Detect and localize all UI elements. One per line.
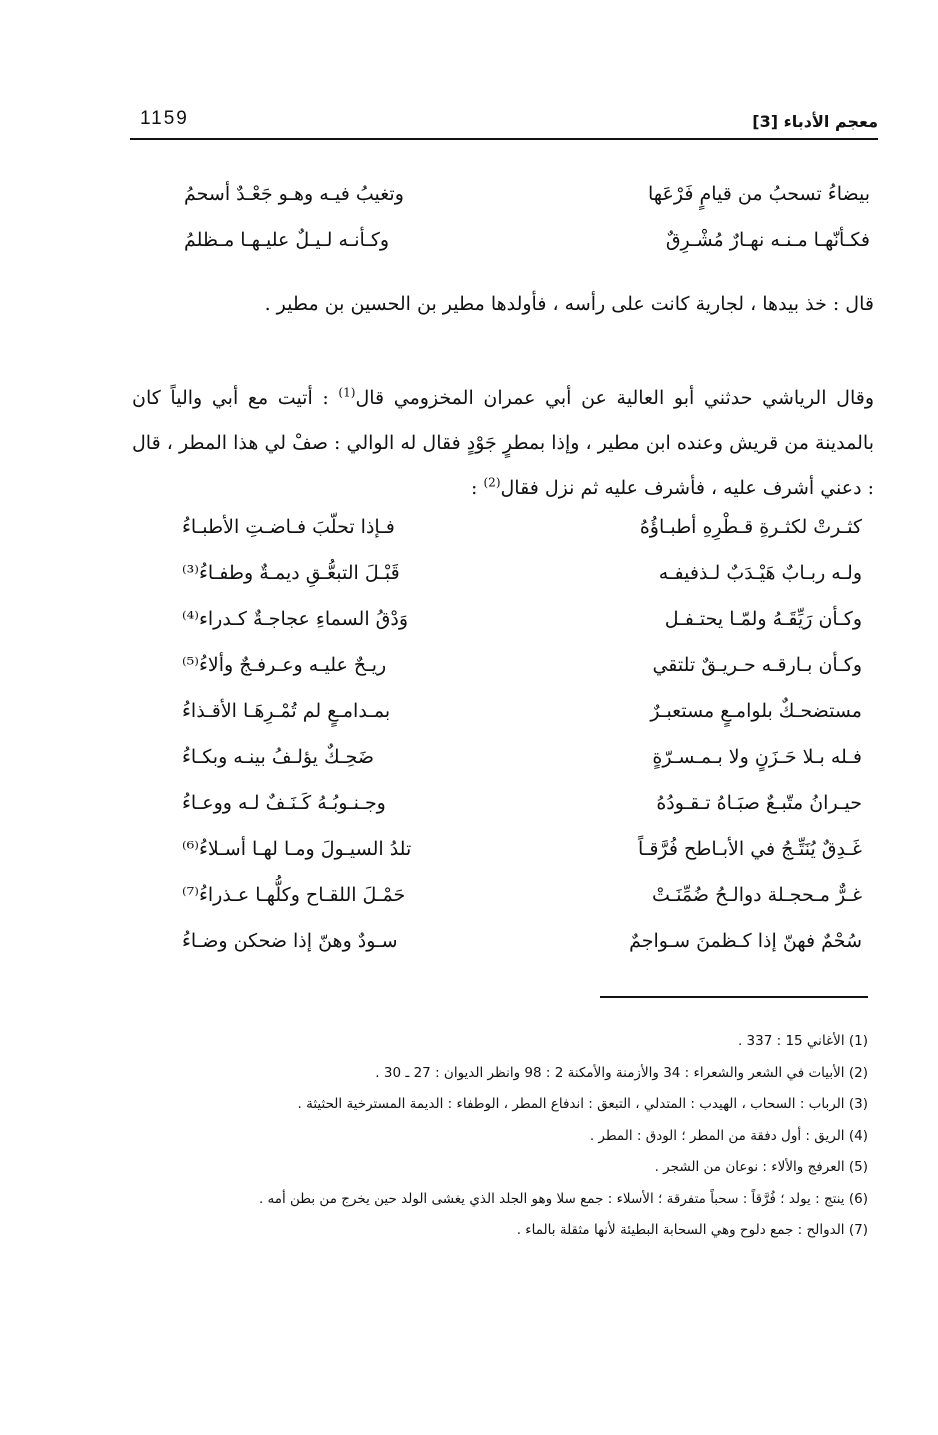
- footnote: (4) الريق : أول دفقة من المطر ؛ الودق : المطر .: [589, 1127, 868, 1144]
- footnote-ref: (1): [338, 385, 356, 400]
- verse-first-hemistich: سُحْمٌ فهنّ إذا كـظمنَ سـواجمٌ: [629, 930, 862, 952]
- poem-verse: [182, 700, 862, 744]
- page-header: [130, 106, 878, 140]
- verse-second-hemistich: وَدْقُ السماءِ عجاجـةٌ كـدراء⁽⁴⁾: [182, 608, 409, 630]
- verse-second-hemistich: ريـحٌ عليـه وعـرفـجٌ وألاءُ⁽⁵⁾: [182, 654, 387, 676]
- poem-verse: [182, 654, 862, 698]
- footnote: (6) ينتج : يولد ؛ فُرَّقاً : سحباً متفرقة ؛ الأسلاء : جمع سلا وهو الجلد الذي يغشى الولد حين يخرج من بطن أمه .: [258, 1190, 868, 1207]
- poem-verse: [182, 838, 862, 882]
- verse-first-hemistich: وكـأن رَيِّقَـهُ ولمّـا يحتـفـل: [664, 608, 862, 630]
- poem-verse: [182, 608, 862, 652]
- footnotes: [128, 1026, 868, 1247]
- verse-first-hemistich: حيـرانُ متّبـعٌ صبَـاهُ تـقـودُهُ: [656, 792, 862, 814]
- verse-second-hemistich: حَمْـلَ اللقـاح وكلُّهـا عـذراءُ⁽⁷⁾: [182, 884, 406, 906]
- verse-second-hemistich: وجـنـوبُـهُ كَـنَـفٌ لـه ووعـاءُ: [182, 792, 386, 814]
- verse-second-hemistich: ضَحِـكٌ يؤلـفُ بينـه وبكـاءُ: [182, 746, 374, 768]
- paragraph-text: : أتيت مع أبي والياً كان بالمدينة من قريش وعنده ابن مطير ، وإذا بمطرٍ جَوْدٍ فقال له الوالي : صفْ لي هذا المطر ، قال : دعني أشرف عليه ، فأشرف عليه ثم نزل فقال: [132, 387, 874, 499]
- verse-second-hemistich: وكـأنـه لـيـلٌ عليـهـا مـظلمُ: [184, 229, 390, 251]
- verse-first-hemistich: بيضاءُ تسحبُ من قيامٍ فَرْعَها: [648, 183, 870, 205]
- verse-first-hemistich: غـرٌّ مـحجـلة دوالـحُ ضُمِّنَـتْ: [651, 884, 862, 906]
- paragraph-text: :: [471, 477, 484, 499]
- verse-first-hemistich: كثـرتْ لكثـرةِ قـطْرِهِ أطبـاؤُهُ: [639, 516, 862, 538]
- verse-first-hemistich: فكـأنّهـا مـنـه نهـارٌ مُشْـرِقٌ: [665, 229, 870, 251]
- verse-second-hemistich: وتغيبُ فيـه وهـو جَعْـدٌ أسحمُ: [184, 183, 404, 205]
- verse-first-hemistich: وكـأن بـارقـه حـريـقٌ تلتقي: [652, 654, 862, 676]
- footnote: (7) الدوالح : جمع دلوح وهي السحابة البطيئة لأنها مثقلة بالماء .: [516, 1222, 868, 1238]
- footnote: (1) الأغاني 15 : 337 .: [737, 1033, 868, 1049]
- poem-verse: [182, 884, 862, 928]
- verse-line: [184, 183, 870, 227]
- verse-second-hemistich: سـودٌ وهنّ إذا ضحكن وضـاءُ: [182, 930, 398, 952]
- verse-second-hemistich: بمـدامـعٍ لم تُمْـرِهَـا الأقـذاءُ: [182, 700, 391, 722]
- poem-verse: [182, 562, 862, 606]
- poem-verse: [182, 930, 862, 974]
- footnote: (2) الأبيات في الشعر والشعراء : 34 والأزمنة والأمكنة 2 : 98 وانظر الديوان : 27 ـ 30 .: [375, 1064, 868, 1081]
- verse-first-hemistich: غَـدِقٌ يُنَتِّـجُ في الأبـاطح فُرَّقـاً: [637, 838, 862, 860]
- paragraph: [132, 376, 874, 511]
- header-rule: [130, 138, 878, 140]
- paragraph-text: وقال الرياشي حدثني أبو العالية عن أبي عمران المخزومي قال: [355, 387, 874, 409]
- verse-first-hemistich: ولـه ربـابٌ هَيْـدَبٌ لـذفيفـه: [658, 562, 862, 584]
- footnote: (5) العرفج والألاء : نوعان من الشجر .: [654, 1159, 868, 1175]
- footnote: (3) الرباب : السحاب ، الهيدب : المتدلي ، التبعق : اندفاع المطر ، الوطفاء : الديمة المسترخية الحثيثة .: [297, 1096, 868, 1112]
- running-title: معجم الأدباء [3]: [752, 112, 878, 131]
- verse-second-hemistich: تلدُ السيـولَ ومـا لهـا أسـلاءُ⁽⁶⁾: [182, 838, 412, 860]
- verse-first-hemistich: مستضحـكٌ بلوامـعٍ مستعبـرٌ: [650, 700, 862, 722]
- verse-first-hemistich: فـله بـلا حَـزَنٍ ولا بـمـسـرّةٍ: [652, 746, 862, 768]
- poem-verse: [182, 792, 862, 836]
- poem-verse: [182, 746, 862, 790]
- verse-second-hemistich: قَبْـلَ التبعُّـقِ ديمـةٌ وطفـاءُ⁽³⁾: [182, 562, 400, 584]
- footnote-rule: [600, 996, 868, 998]
- page-number: 1159: [140, 108, 189, 129]
- verse-line: [184, 229, 870, 273]
- poem-verse: [182, 516, 862, 560]
- verse-second-hemistich: فـإذا تحلّبَ فـاضـتِ الأطبـاءُ: [182, 516, 395, 538]
- footnote-ref: (2): [483, 475, 501, 490]
- paragraph: قال : خذ بيدها ، لجارية كانت على رأسه ، فأولدها مطير بن الحسين بن مطير .: [264, 293, 874, 315]
